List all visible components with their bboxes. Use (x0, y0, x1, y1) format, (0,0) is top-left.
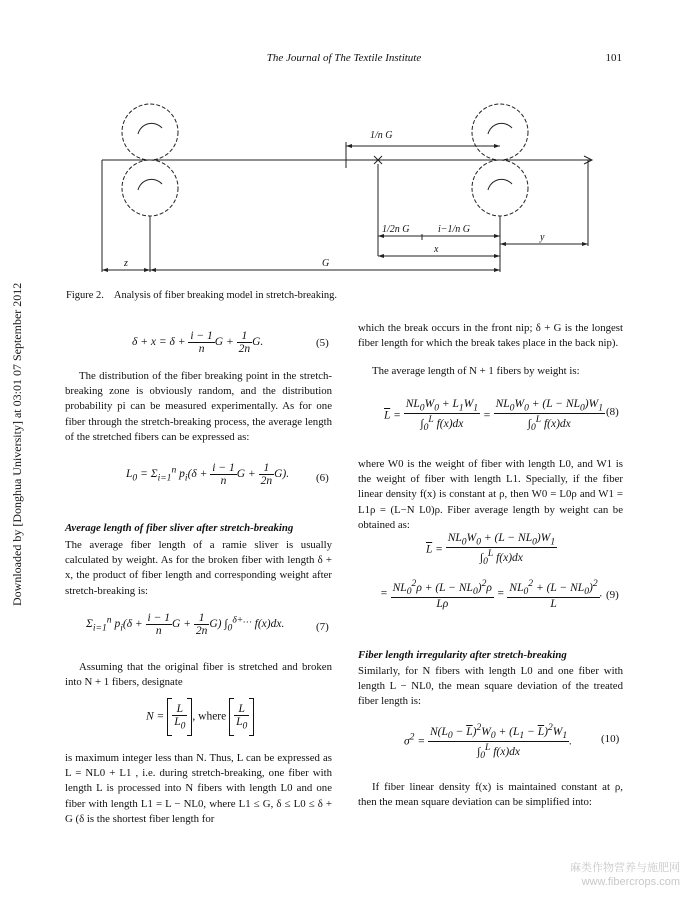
site-watermark (570, 861, 680, 889)
equation-9-number: (9) (606, 589, 619, 601)
left-paragraph-1: The distribution of the fiber breaking point in the stretch-breaking zone is obviously random, and the distribution probability pi can be measured experimentally. As for one fiber through the stretch-breaking process, the average length of the stretched fibers can be expressed as: (65, 370, 332, 443)
left-paragraph-2: The average fiber length of a ramie sliver is usually calculated by weight. As for the broken fiber with length δ + x, the product of fiber length and corresponding weight after stretch-breaking is: (65, 539, 332, 597)
left-paragraph-4: is maximum integer less than N. Thus, L can be expressed as L = NL0 + L1 , i.e. during stretch-breaking, one fiber with length L is processed into N fibers with length L0 and one fiber with length L1 = L − NL0, where L1 ≤ G, δ ≤ L0 ≤ δ + G (δ is the shortest fiber length for (65, 752, 332, 825)
label-y: y (540, 232, 545, 243)
section-heading-irregularity: Fiber length irregularity after stretch-breaking (358, 649, 567, 661)
right-paragraph-1: which the break occurs in the front nip; δ + G is the longest fiber length for which the break takes place in the back nip). (358, 322, 623, 350)
label-x: x (434, 244, 439, 255)
figure-caption-text: Analysis of fiber breaking model in stretch-breaking. (113, 290, 337, 301)
label-G: G (322, 258, 330, 269)
right-paragraph-4: Similarly, for N fibers with length L0 and one fiber with length L − NL0, the mean square deviation of the treated fiber length is: (358, 665, 623, 708)
figure-caption (66, 290, 347, 301)
right-bottom-roller (472, 160, 528, 216)
watermark-line-1: 麻类作物营养与施肥网 (570, 862, 680, 874)
page-number: 101 (605, 52, 622, 64)
right-paragraph-2: The average length of N + 1 fibers by weight is: (372, 365, 580, 377)
right-paragraph-5: If fiber linear density f(x) is maintained constant at ρ, then the mean square deviation can be simplified into: (358, 781, 623, 809)
equation-8: $\overline{L}$ = $\frac{NL_0W_0 + L_1W_1}{\int_0^L f(x)dx}$ = $\frac{NL_0W_0 + (L - NL_0)W_1}{\int_0^L f(x)dx}$ (384, 398, 603, 434)
equation-9-line-2: = $\frac{NL_0^2\rho + (L - NL_0)^2\rho}{L\rho}$ = $\frac{NL_0^2 + (L - NL_0)^2}{L}$ . (380, 578, 603, 611)
equation-10-number: (10) (601, 733, 620, 745)
download-stamp: Downloaded by [Donghua University] at 03:01 07 September 2012 (10, 282, 24, 606)
left-bottom-roller (122, 160, 178, 216)
equation-where-text: , where (192, 710, 227, 723)
label-z: z (124, 258, 128, 269)
equation-8-number: (8) (606, 406, 619, 418)
right-paragraph-3: where W0 is the weight of fiber with length L0, and W1 is the weight of fiber with length L1. Specially, if the fiber linear density f(x) is constant at ρ, then W0 = L0ρ and W1 = L1ρ = (L−N L0)ρ. Fiber average length by weight can be obtained as: (358, 458, 623, 531)
equation-6: $L_0 = \Sigma_{i=1}^n$ $p_i(\delta$ + $\frac{i - 1}{n}$ G + $\frac{1}{2n}$ G). (126, 462, 290, 487)
equation-7-number: (7) (316, 621, 329, 633)
watermark-line-2: www.fibercrops.com (581, 876, 680, 888)
label-i-minus-1-over-n-G: i−1/n G (438, 224, 471, 235)
equation-10: $\sigma^2$ = $\frac{N(L_0 - \overline{L})^2W_0 + (L_1 - \overline{L})^2W_1}{\int_0^L f(x)dx}$ . (404, 722, 573, 762)
equation-7: $\Sigma_{i=1}^n$ $p_i(\delta$ + $\frac{i - 1}{n}$ G + $\frac{1}{2n}$ G) $\int_0^{\delta+\dots}$ f(x)dx. (86, 612, 285, 637)
right-top-roller (472, 104, 528, 160)
fiber-breaking-diagram (90, 84, 610, 276)
section-heading-average-length: Average length of fiber sliver after stretch-breaking (65, 522, 294, 534)
figure-caption-label: Figure 2. (66, 290, 104, 301)
left-top-roller (122, 104, 178, 160)
equation-N-definition: N = $\frac{L}{L_0}$ , where $\frac{L}{L_0}$ (146, 698, 254, 736)
equation-5: δ + x = δ + $\frac{i - 1}{n}$ G + $\frac{1}{2n}$ G. (132, 330, 264, 355)
label-one-over-n-G: 1/n G (370, 130, 393, 141)
equation-9-line-1: $\overline{L}$ = $\frac{NL_0W_0 + (L - NL_0)W_1}{\int_0^L f(x)dx}$ (426, 532, 556, 568)
label-one-over-2n-G: 1/2n G (382, 224, 410, 235)
left-paragraph-3: Assuming that the original fiber is stretched and broken into N + 1 fibers, designate (65, 661, 332, 689)
journal-title: The Journal of The Textile Institute (266, 52, 422, 64)
equation-6-number: (6) (316, 472, 329, 484)
equation-5-number: (5) (316, 337, 329, 349)
